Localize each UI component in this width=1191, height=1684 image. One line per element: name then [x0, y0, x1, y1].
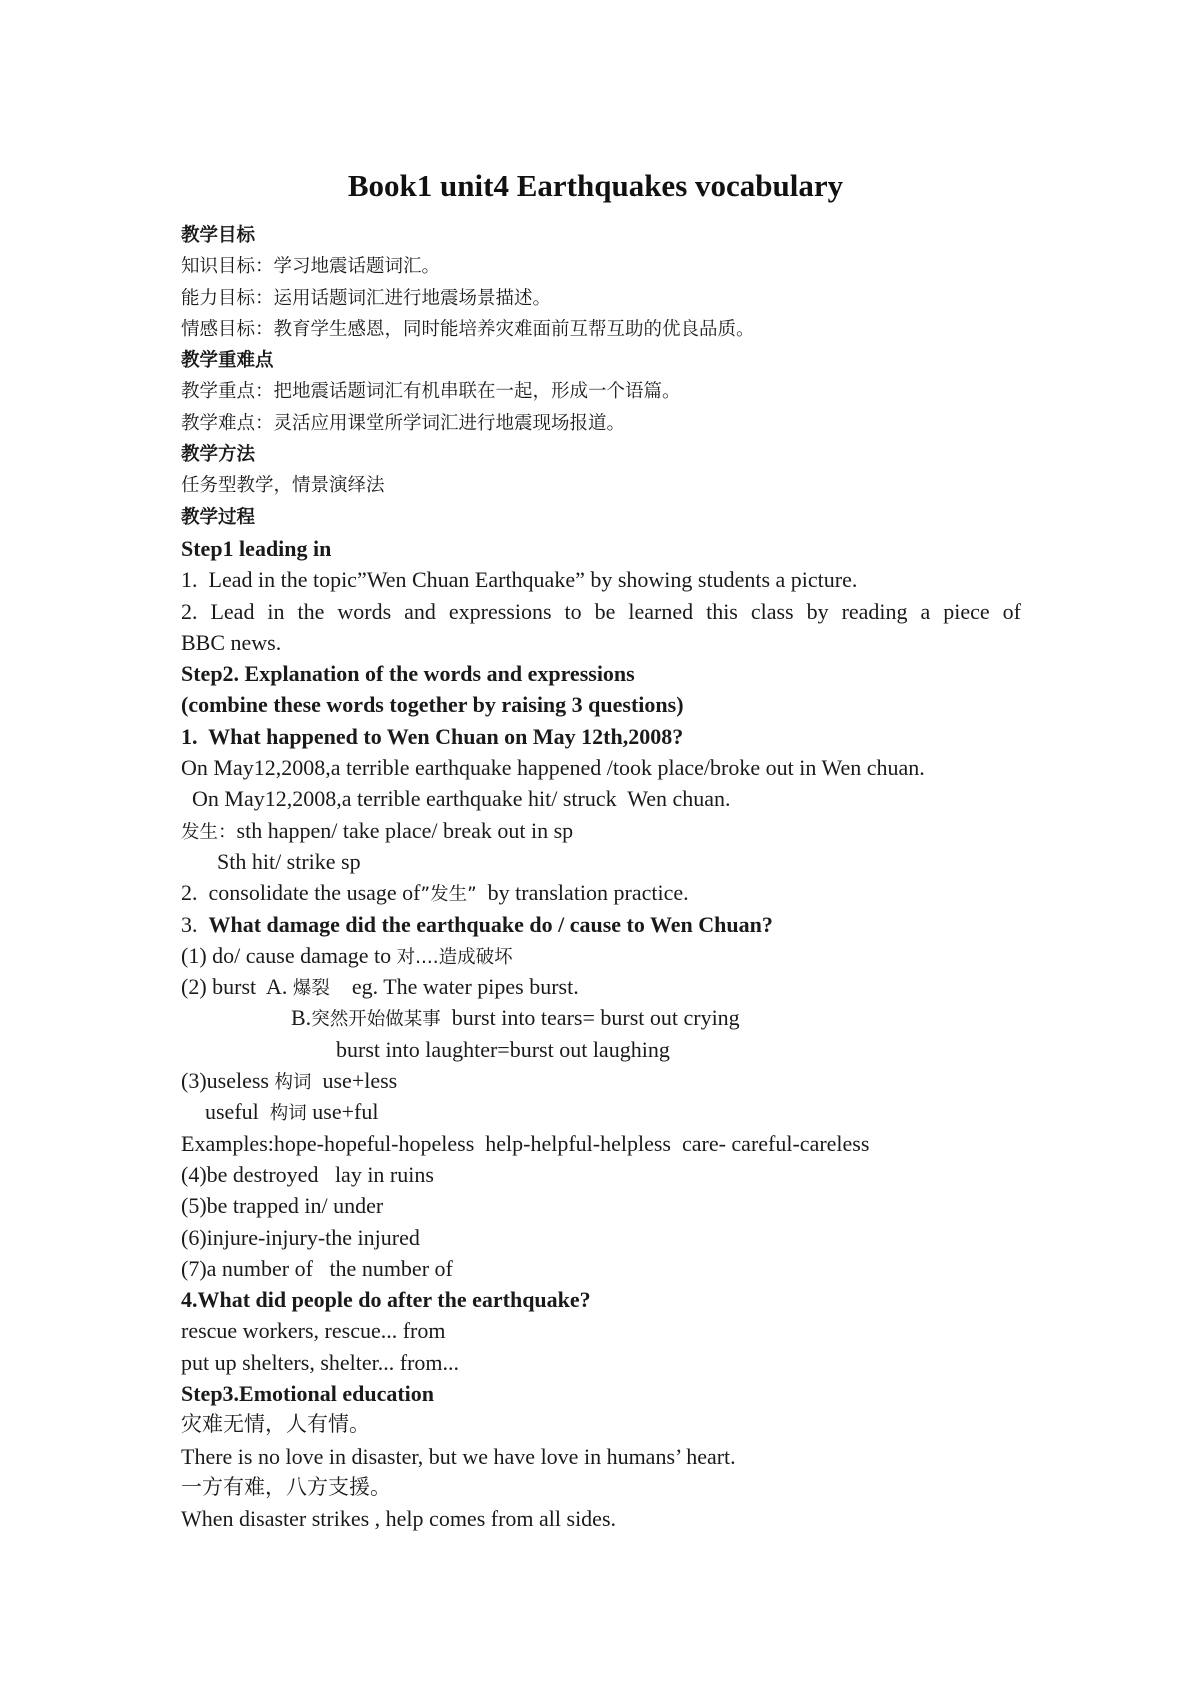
- knowledge-objective: 知识目标：学习地震话题词汇。: [181, 256, 441, 278]
- process-heading: 教学过程: [181, 506, 256, 528]
- emotion-objective: 情感目标：教育学生感恩，同时能培养灾难面前互帮互助的优良品质。: [181, 318, 755, 340]
- step2-subheading: (combine these words together by raising 3 questions): [181, 692, 684, 718]
- damage-2b: [181, 1002, 1021, 1033]
- ability-objective: 能力目标：运用话题词汇进行地震场景描述。: [181, 287, 552, 309]
- damage-1-zh: 对....造成破坏: [396, 946, 513, 968]
- fasheng-line-2: Sth hit/ strike sp: [217, 848, 361, 874]
- step1-heading: Step1 leading in: [181, 535, 332, 561]
- damage-2b-zh: 突然开始做某事: [311, 1009, 441, 1031]
- step1-item-2: 2. Lead in the words and expressions to be learned this class by reading a piece of: [181, 598, 1021, 624]
- item-2-pre: 2. consolidate the usage of: [181, 880, 421, 906]
- question-1-answer-1: On May12,2008,a terrible earthquake happened /took place/broke out in Wen chuan.: [181, 755, 925, 781]
- damage-3-formula: use+less: [311, 1068, 398, 1094]
- methods-text: 任务型教学，情景演绎法: [181, 475, 385, 497]
- damage-6: (6)injure-injury-the injured: [181, 1224, 420, 1250]
- question-4: 4.What did people do after the earthquake?: [181, 1287, 591, 1313]
- document-body: [181, 220, 1021, 1534]
- damage-3-zh: 构词: [274, 1072, 312, 1094]
- damage-2: [181, 971, 1021, 1002]
- step3-english-1: There is no love in disaster, but we have love in humans’ heart.: [181, 1443, 736, 1469]
- step3-english-2: When disaster strikes , help comes from all sides.: [181, 1506, 617, 1532]
- objectives-heading: 教学目标: [181, 225, 256, 246]
- damage-2-example: eg. The water pipes burst.: [329, 974, 579, 1000]
- question-4-answer-1: rescue workers, rescue... from: [181, 1318, 446, 1344]
- step1-item-1: 1. Lead in the topic”Wen Chuan Earthquake” by showing students a picture.: [181, 567, 858, 593]
- question-1-answer-2: On May12,2008,a terrible earthquake hit/ struck Wen chuan.: [192, 786, 731, 812]
- item-2-post: by translation practice.: [476, 880, 689, 906]
- damage-3b: [181, 1096, 1021, 1127]
- key-points-heading: 教学重难点: [181, 350, 274, 372]
- step3-chinese-1: 灾难无情，人有情。: [181, 1412, 370, 1437]
- item-2-line: [181, 877, 1021, 908]
- difficult-point: 教学难点：灵活应用课堂所学词汇进行地震现场报道。: [181, 412, 626, 434]
- damage-2b-label: B.: [291, 1005, 312, 1031]
- fasheng-text: sth happen/ take place/ break out in sp: [236, 817, 574, 843]
- question-3: What damage did the earthquake do / cause to Wen Chuan?: [208, 911, 773, 937]
- damage-2-text: (2) burst A.: [181, 974, 293, 1000]
- document-title: Book1 unit4 Earthquakes vocabulary: [347, 168, 844, 203]
- fasheng-line: [181, 815, 1021, 846]
- examples-line: Examples:hope-hopeful-hopeless help-helpful-helpless care- careful-careless: [181, 1130, 870, 1156]
- step3-chinese-2: 一方有难，八方支援。: [181, 1474, 391, 1499]
- damage-3b-zh: 构词: [269, 1103, 307, 1125]
- question-3-number: 3.: [181, 911, 209, 937]
- fasheng-label: 发生：: [181, 821, 237, 843]
- key-point: 教学重点：把地震话题词汇有机串联在一起，形成一个语篇。: [181, 381, 681, 403]
- damage-3-text: (3)useless: [181, 1068, 275, 1094]
- damage-2-zh: 爆裂: [292, 978, 330, 1000]
- damage-3b-text: useful: [205, 1099, 270, 1125]
- step3-heading: Step3.Emotional education: [181, 1380, 435, 1406]
- item-2-zh: ”发生”: [420, 884, 477, 906]
- question-4-answer-2: put up shelters, shelter... from...: [181, 1349, 460, 1375]
- damage-5: (5)be trapped in/ under: [181, 1193, 384, 1219]
- question-1: 1. What happened to Wen Chuan on May 12th,2008?: [181, 723, 684, 749]
- damage-3: [181, 1065, 1021, 1096]
- damage-4: (4)be destroyed lay in ruins: [181, 1161, 434, 1187]
- damage-7: (7)a number of the number of: [181, 1255, 453, 1281]
- step2-heading: Step2. Explanation of the words and expressions: [181, 661, 635, 687]
- step1-item-2-continued: BBC news.: [181, 629, 282, 655]
- damage-3b-formula: use+ful: [306, 1099, 379, 1125]
- damage-2c: burst into laughter=burst out laughing: [336, 1036, 670, 1062]
- damage-1: [181, 940, 1021, 971]
- damage-2b-text: burst into tears= burst out crying: [440, 1005, 740, 1031]
- damage-1-text: (1) do/ cause damage to: [181, 942, 397, 968]
- methods-heading: 教学方法: [181, 444, 256, 466]
- question-3-line: [181, 909, 1021, 940]
